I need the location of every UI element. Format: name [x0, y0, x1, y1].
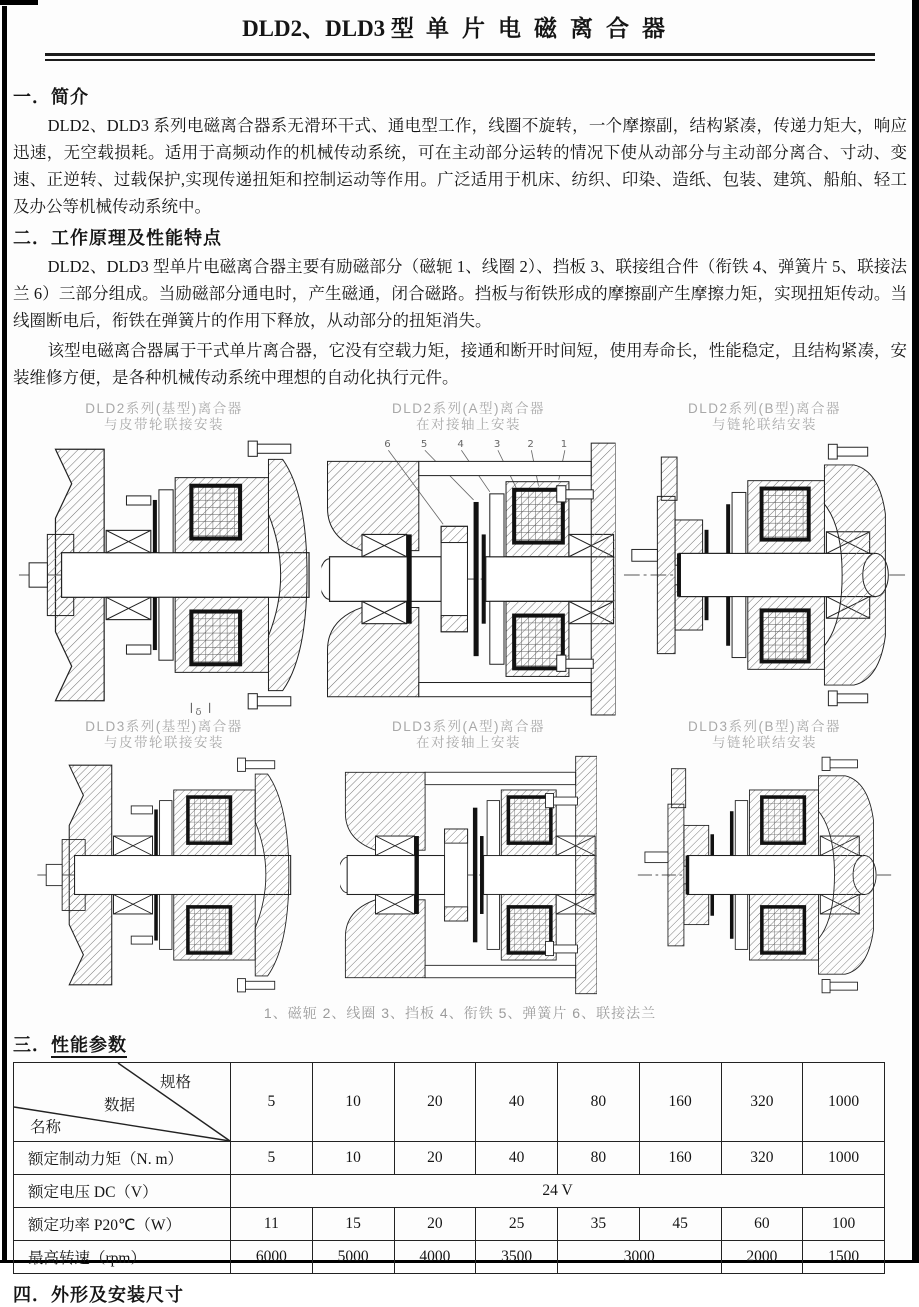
- col-header: 320: [721, 1063, 803, 1142]
- col-header: 20: [394, 1063, 476, 1142]
- col-header: 80: [558, 1063, 640, 1142]
- section-2-paragraph-2: 该型电磁离合器属于干式单片离合器，它没有空载力矩，接通和断开时间短，使用寿命长，性能稳定，且结构紧凑，安装维修方便，是各种机械传动系统中理想的自动化执行元件。: [13, 341, 907, 387]
- figure-dld3-base: [13, 717, 315, 999]
- cell-value: 2000: [721, 1241, 803, 1274]
- cell-value: 25: [476, 1208, 558, 1241]
- row-label: 额定电压 DC（V）: [14, 1175, 231, 1208]
- cell-value: 5000: [312, 1241, 394, 1274]
- cell-value: 20: [394, 1142, 476, 1175]
- figure-dld2-base: [13, 399, 315, 717]
- cell-value-merged: 24 V: [231, 1175, 885, 1208]
- cell-value: 35: [558, 1208, 640, 1241]
- cell-value-merged: 3000: [558, 1241, 722, 1274]
- cell-value: 6000: [231, 1241, 313, 1274]
- callout-6: 6: [384, 439, 391, 451]
- figure-dld2-a: [315, 399, 622, 717]
- section-3-heading: 三．性能参数: [13, 1031, 907, 1057]
- table-row-torque: [14, 1142, 885, 1175]
- page-title: [13, 10, 907, 43]
- cell-value: 45: [639, 1208, 721, 1241]
- figure-dld3-base-caption: DLD3系列(基型)离合器 与皮带轮联接安装: [85, 719, 243, 750]
- cell-value: 11: [231, 1208, 313, 1241]
- row-label: 额定功率 P20℃（W）: [14, 1208, 231, 1241]
- cell-value: 40: [476, 1142, 558, 1175]
- figure-dld2-b: [622, 399, 907, 717]
- corner-label-data: 数据: [104, 1097, 136, 1114]
- cell-value: 10: [312, 1142, 394, 1175]
- clutch-sprocket-diagram: [622, 751, 907, 999]
- table-row-power: [14, 1208, 885, 1241]
- figure-dld3-b-caption: DLD3系列(B型)离合器 与链轮联结安装: [687, 719, 841, 750]
- table-row-voltage: [14, 1175, 885, 1208]
- figure-dld3-a: [315, 717, 622, 999]
- row-label: 额定制动力矩（N. m）: [14, 1142, 231, 1175]
- callout-4: 4: [457, 439, 464, 451]
- cell-value: 80: [558, 1142, 640, 1175]
- clutch-coupling-diagram: [315, 433, 622, 717]
- cell-value: 4000: [394, 1241, 476, 1274]
- figure-parts-legend: 1、磁轭 2、线圈 3、挡板 4、衔铁 5、弹簧片 6、联接法兰: [263, 1005, 657, 1021]
- table-row-max-speed: [14, 1241, 885, 1274]
- section-1-paragraph: DLD2、DLD3 系列电磁离合器系无滑环干式、通电型工作，线圈不旋转，一个摩擦副，结构紧凑，传递力矩大，响应迅速，无空载损耗。适用于高频动作的机械传动系统，可在主动部分运转的情况下使从动部分与主动部分离合、寸动、变速、正逆转、过载保护,实现传递扭矩和控制运动等作用。广泛适用于机床、纺织、印染、造纸、包装、建筑、船舶、轻工及办公等机械传动系统中。: [13, 116, 907, 216]
- table-header-row: [14, 1063, 885, 1142]
- page-border-right: [912, 0, 919, 1263]
- cell-value: 5: [231, 1142, 313, 1175]
- title-spaced-text: 单片电磁离合器: [425, 16, 678, 41]
- cell-value: 1500: [803, 1241, 885, 1274]
- callout-3: 3: [493, 439, 501, 451]
- figure-grid: [13, 399, 907, 999]
- cell-value: 20: [394, 1208, 476, 1241]
- col-header: 10: [312, 1063, 394, 1142]
- clutch-sprocket-diagram: [622, 433, 907, 717]
- callout-2: 2: [527, 439, 534, 451]
- section-2-paragraph-1: DLD2、DLD3 型单片电磁离合器主要有励磁部分（磁轭 1、线圈 2）、挡板 3、联接组合件（衔铁 4、弹簧片 5、联接法兰 6）三部分组成。当励磁部分通电时，产生磁通，闭合磁路。挡板与衔铁形成的摩擦副产生摩擦力矩，实现扭矩传动。当线圈断电后，衔铁在弹簧片的作用下释放，从动部分的扭矩消失。: [13, 257, 907, 330]
- clutch-pulley-diagram: [13, 751, 315, 999]
- figure-dld3-b: [622, 717, 907, 999]
- callout-1: 1: [560, 439, 568, 451]
- col-header: 1000: [803, 1063, 885, 1142]
- page-border-left: [2, 6, 7, 1263]
- cell-value: 100: [803, 1208, 885, 1241]
- cell-value: 320: [721, 1142, 803, 1175]
- cell-value: 15: [312, 1208, 394, 1241]
- row-label: 最高转速（rpm）: [14, 1241, 231, 1274]
- figure-dld3-a-caption: DLD3系列(A型)离合器 在对接轴上安装: [391, 719, 545, 750]
- cell-value: 160: [639, 1142, 721, 1175]
- page-content: [13, 0, 907, 1307]
- cell-value: 60: [721, 1208, 803, 1241]
- corner-label-spec: 规格: [160, 1074, 192, 1091]
- section-4-heading: 四．外形及安装尺寸: [13, 1285, 184, 1305]
- cell-value: 3500: [476, 1241, 558, 1274]
- col-header: 5: [231, 1063, 313, 1142]
- figure-dld2-a-caption: DLD2系列(A型)离合器 在对接轴上安装: [391, 401, 545, 432]
- title-model-prefix: DLD2、DLD3 型: [242, 16, 414, 41]
- clutch-coupling-diagram: [315, 751, 622, 999]
- section-2-heading: 二．工作原理及性能特点: [13, 228, 222, 248]
- section-1-heading: 一．简介: [13, 87, 89, 107]
- table-corner-cell: [14, 1063, 231, 1142]
- gap-dimension-label: δ: [195, 706, 202, 718]
- performance-table: [13, 1062, 885, 1274]
- callout-5: 5: [420, 439, 428, 451]
- corner-label-name: 名称: [30, 1119, 62, 1136]
- title-double-rule: [45, 53, 875, 61]
- col-header: 40: [476, 1063, 558, 1142]
- figure-dld2-base-caption: DLD2系列(基型)离合器 与皮带轮联接安装: [85, 401, 243, 432]
- figure-dld2-b-caption: DLD2系列(B型)离合器 与链轮联结安装: [687, 401, 841, 432]
- cell-value: 1000: [803, 1142, 885, 1175]
- clutch-pulley-diagram: [13, 433, 315, 717]
- col-header: 160: [639, 1063, 721, 1142]
